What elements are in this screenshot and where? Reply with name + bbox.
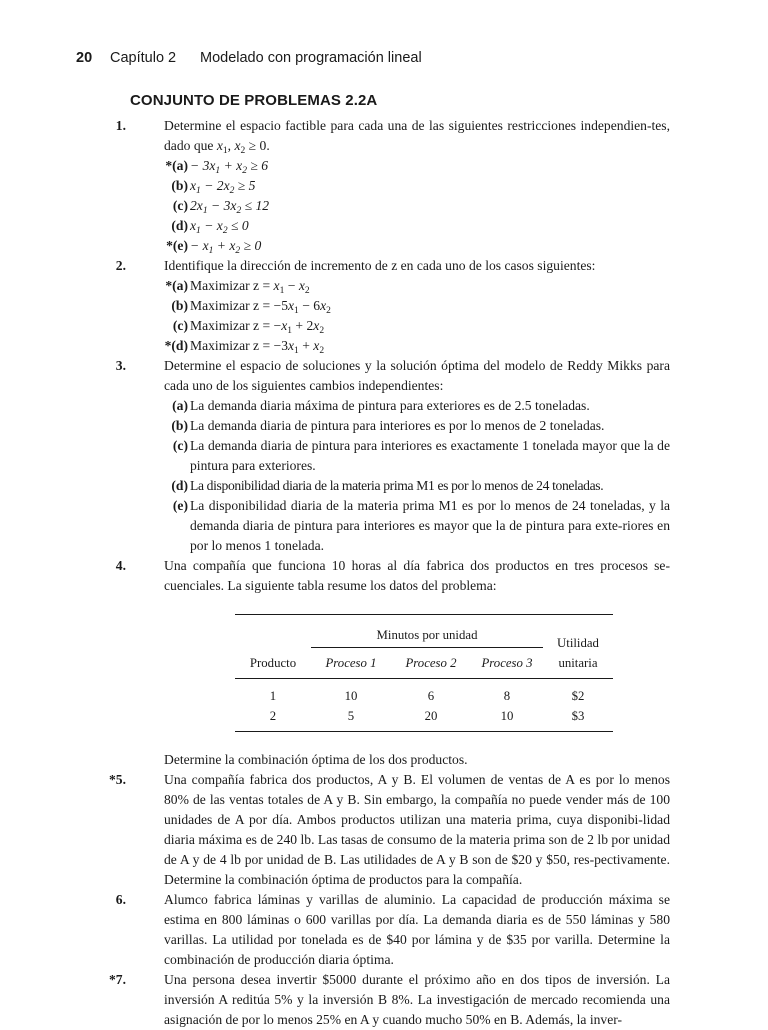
table-cell: 20 bbox=[424, 708, 438, 723]
sub-label: (c) bbox=[172, 198, 188, 213]
sub-label: (b) bbox=[171, 298, 188, 313]
sub-item bbox=[164, 296, 670, 316]
constraint-expression: $x_1 - 2x_2 \ge 5$ bbox=[190, 178, 256, 196]
objective-expression: Maximizar $z = -x_1 + 2x_2$ bbox=[190, 318, 325, 336]
problem-1 bbox=[115, 116, 670, 156]
sub-label: (a) bbox=[172, 398, 188, 413]
table-cell: 10 bbox=[500, 708, 514, 723]
problem-3 bbox=[115, 356, 670, 396]
table-cell: $3 bbox=[571, 708, 585, 723]
constraint-expression: $x_1 - x_2 \le 0$ bbox=[190, 218, 249, 236]
sub-label: (b) bbox=[171, 178, 188, 193]
table-cell: 10 bbox=[344, 688, 358, 703]
problem-number: 4. bbox=[115, 558, 126, 573]
problem-4-question: Determine la combinación óptima de los dos productos. bbox=[164, 751, 468, 767]
chapter-label: Capítulo 2 bbox=[110, 50, 177, 66]
problem-7 bbox=[109, 970, 670, 1030]
table-header-process-3: Proceso 3 bbox=[481, 655, 533, 670]
problem-number: 3. bbox=[115, 358, 126, 373]
sub-item bbox=[164, 336, 670, 356]
sub-label: (c) bbox=[172, 318, 188, 333]
problem-text: Alumco fabrica láminas y varillas de aluminio. La capacidad de producción máxima se estima en 800 láminas o 600 varillas por día. La demanda diaria es de 550 láminas y 580 varillas. La utilidad por tonelada es de $40 por lámina y de $35 por varilla. Determine la combinación de producción diaria óptima. bbox=[164, 891, 670, 967]
table-cell: 5 bbox=[347, 708, 355, 723]
sub-label: (d) bbox=[171, 218, 188, 233]
section-title: CONJUNTO DE PROBLEMAS 2.2A bbox=[130, 92, 378, 109]
sub-item-text: La demanda diaria de pintura para interiores es por lo menos de 2 toneladas. bbox=[190, 418, 605, 433]
problem-text: Determine el espacio factible para cada una de las siguientes restricciones independien-tes, dado que $x_1$, $x_2 \ge 0$. bbox=[164, 118, 670, 156]
sub-item bbox=[164, 236, 670, 256]
sub-item bbox=[164, 496, 670, 556]
table-header-process-1: Proceso 1 bbox=[325, 655, 377, 670]
table-group-header: Minutos por unidad bbox=[311, 625, 543, 648]
sub-item-text: La disponibilidad diaria de la materia prima M1 es por lo menos de 24 toneladas, y la demanda diaria de pintura para interiores es mayor que la de pintura para exte-riores en por lo menos 1 tonelada. bbox=[190, 498, 670, 553]
table-header-utility-line1: Utilidad bbox=[557, 636, 599, 651]
table-cell: 1 bbox=[269, 688, 277, 703]
objective-expression: Maximizar $z = x_1 - x_2$ bbox=[190, 278, 310, 296]
table-cell: $2 bbox=[571, 688, 585, 703]
objective-expression: Maximizar $z = -3x_1 + x_2$ bbox=[190, 338, 325, 356]
constraint-expression: − $x_1 + x_2 \ge 0$ bbox=[190, 238, 262, 256]
chapter-title: Modelado con programación lineal bbox=[200, 50, 422, 66]
sub-item bbox=[164, 316, 670, 336]
sub-item bbox=[164, 276, 670, 296]
sub-item bbox=[164, 176, 670, 196]
problem-4 bbox=[115, 556, 670, 596]
sub-item-text: La demanda diaria de pintura para interiores es exactamente 1 tonelada mayor que la de pintura para exteriores. bbox=[190, 438, 670, 473]
sub-item bbox=[164, 216, 670, 236]
problem-number: *7. bbox=[109, 971, 126, 987]
sub-item-text: La disponibilidad diaria de la materia prima M1 es por lo menos de 24 toneladas. bbox=[190, 478, 604, 493]
problem-number: 6. bbox=[115, 891, 126, 907]
problem-text: Una persona desea invertir $5000 durante el próximo año en dos tipos de inversión. La inversión A reditúa 5% y la inversión B 8%. La investigación de mercado recomienda una asignación de por lo menos 25% en A y cuando mucho 50% en B. Además, la inver- bbox=[164, 971, 670, 1027]
problem-number: 1. bbox=[115, 118, 126, 133]
data-table bbox=[235, 614, 613, 732]
sub-label: (b) bbox=[171, 418, 188, 433]
table-cell: 2 bbox=[269, 708, 277, 723]
sub-item bbox=[164, 396, 670, 416]
table-row bbox=[235, 686, 613, 706]
problem-text: Determine el espacio de soluciones y la solución óptima del modelo de Reddy Mikks para cada uno de los siguientes cambios independientes: bbox=[164, 358, 670, 393]
problem-2 bbox=[115, 256, 670, 276]
sub-item bbox=[164, 436, 670, 476]
objective-expression: Maximizar $z = -5x_1 - 6x_2$ bbox=[190, 298, 331, 316]
page-number: 20 bbox=[76, 50, 93, 66]
table-cell: 6 bbox=[427, 688, 435, 703]
problem-text: Identifique la dirección de incremento de z en cada uno de los casos siguientes: bbox=[164, 258, 596, 273]
table-header-utility-line2: unitaria bbox=[558, 656, 598, 671]
problem-5 bbox=[109, 770, 670, 890]
table-header-product: Producto bbox=[249, 655, 297, 670]
sub-label: *(e) bbox=[166, 238, 188, 253]
sub-item bbox=[164, 476, 670, 496]
problem-text: Una compañía que funciona 10 horas al día fabrica dos productos en tres procesos se-cuenciales. La siguiente tabla resume los datos del problema: bbox=[164, 558, 670, 593]
problem-6 bbox=[115, 890, 670, 970]
sub-label: *(a) bbox=[165, 158, 188, 173]
problem-set bbox=[109, 116, 670, 1030]
sub-label: (d) bbox=[171, 478, 188, 493]
table-row bbox=[235, 706, 613, 726]
table-header-process-2: Proceso 2 bbox=[405, 655, 457, 670]
sub-label: (c) bbox=[172, 438, 188, 453]
constraint-expression: $2x_1 - 3x_2 \le 12$ bbox=[190, 198, 270, 216]
problem-number: 2. bbox=[115, 258, 126, 273]
sub-label: *(a) bbox=[165, 278, 188, 293]
sub-item bbox=[164, 416, 670, 436]
constraint-expression: − $3x_1 + x_2 \ge 6$ bbox=[190, 158, 269, 176]
sub-item bbox=[164, 196, 670, 216]
problem-text: Una compañía fabrica dos productos, A y B. El volumen de ventas de A es por lo menos 80% de las ventas totales de A y B. Sin embargo, la compañía no puede vender más de 100 unidades de A por día. Ambos productos utilizan una materia prima, cuya disponibi-lidad diaria máxima es de 240 lb. Las tasas de consumo de la materia prima son de 2 lb por unidad de A y de 4 lb por unidad de B. Las utilidades de A y B son de $20 y $50, res-pectivamente. Determine la combinación óptima de productos para la compañía. bbox=[164, 771, 670, 887]
sub-item bbox=[164, 156, 670, 176]
table-cell: 8 bbox=[503, 688, 511, 703]
sub-label: (e) bbox=[172, 498, 188, 513]
problem-number: *5. bbox=[109, 771, 126, 787]
sub-label: *(d) bbox=[164, 338, 188, 353]
sub-item-text: La demanda diaria máxima de pintura para exteriores es de 2.5 toneladas. bbox=[190, 398, 590, 413]
